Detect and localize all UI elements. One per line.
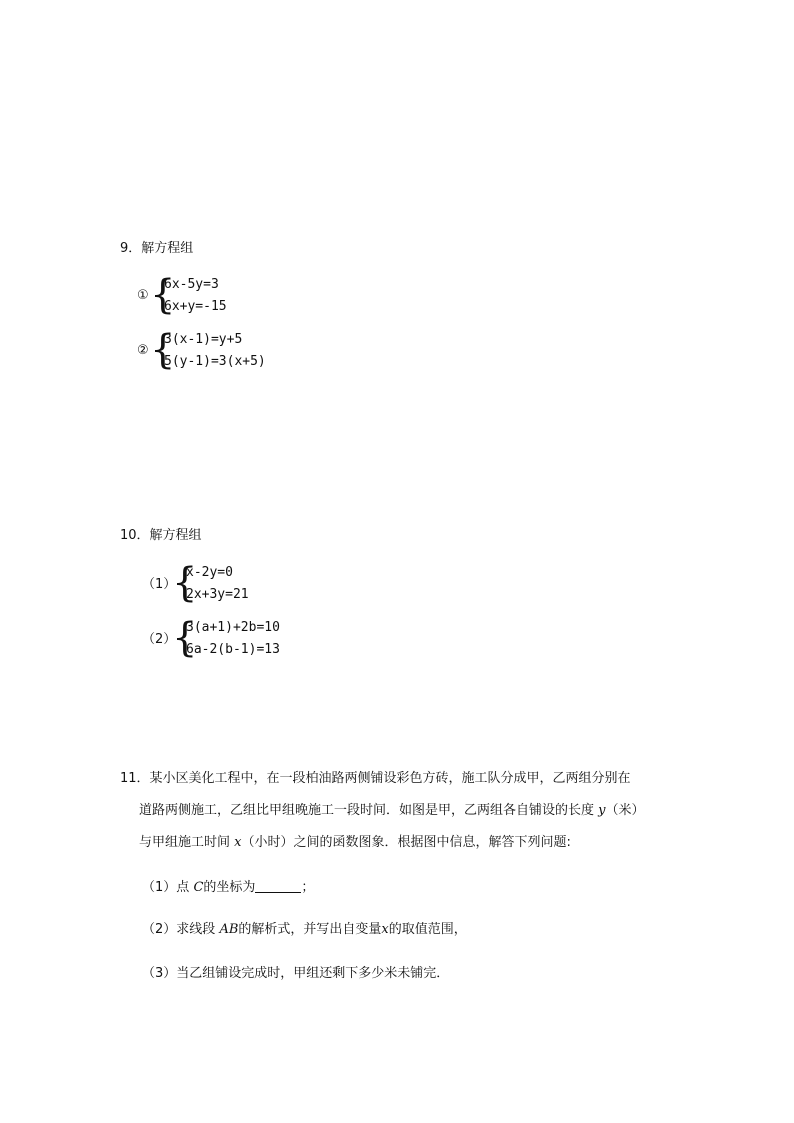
equation: 6x+y=-15 xyxy=(164,299,227,314)
equation-system xyxy=(186,617,280,661)
left-brace: { xyxy=(172,615,198,661)
sub-question-3 xyxy=(142,965,449,983)
question-number: 11． xyxy=(120,771,150,786)
equation: x-2y=0 xyxy=(186,565,233,580)
question-text: ； xyxy=(301,880,315,895)
left-brace: { xyxy=(172,560,198,606)
equation: 6x-5y=3 xyxy=(164,277,219,292)
equation: 2x+3y=21 xyxy=(186,587,249,602)
question-11-line-1 xyxy=(120,770,631,788)
sub-question-label: （1） xyxy=(142,880,177,895)
question-text: 与甲组施工时间 xyxy=(139,835,231,850)
sub-question-2 xyxy=(142,921,467,939)
question-title: 解方程组 xyxy=(149,528,202,543)
system-label: （1） xyxy=(142,577,177,592)
system-label: （2） xyxy=(142,632,177,647)
question-number: 9． xyxy=(120,241,142,256)
question-text: 点 xyxy=(176,880,190,895)
system-label: ② xyxy=(137,343,149,358)
variable: AB xyxy=(219,922,239,937)
variable: x xyxy=(234,835,242,850)
sub-question-label: （3） xyxy=(142,966,177,981)
question-text: （米） xyxy=(605,803,645,818)
equation: 3(a+1)+2b=10 xyxy=(186,620,280,635)
question-title: 解方程组 xyxy=(141,241,194,256)
question-text: 道路两侧施工，乙组比甲组晚施工一段时间．如图是甲，乙两组各自铺设的长度 xyxy=(139,803,595,818)
question-text: （小时）之间的函数图象．根据图中信息，解答下列问题: xyxy=(241,835,571,850)
sub-question-1 xyxy=(142,878,314,897)
variable: x xyxy=(381,922,389,937)
question-10-heading xyxy=(120,527,202,545)
answer-blank[interactable] xyxy=(255,878,301,893)
equation: 3(x-1)=y+5 xyxy=(164,332,243,347)
question-11-line-2 xyxy=(139,802,645,820)
equation-system xyxy=(164,274,227,318)
question-text: 的取值范围， xyxy=(388,922,467,937)
equation: 6a-2(b-1)=13 xyxy=(186,642,280,657)
left-brace: { xyxy=(150,272,176,318)
equation-system xyxy=(186,562,249,606)
variable: C xyxy=(193,880,204,895)
variable: y xyxy=(598,803,606,818)
system-label: ① xyxy=(137,288,149,303)
question-text: 的解析式，并写出自变量 xyxy=(238,922,382,937)
question-text: 某小区美化工程中，在一段柏油路两侧铺设彩色方砖，施工队分成甲，乙两组分别在 xyxy=(149,771,631,786)
question-text: 求线段 xyxy=(176,922,216,937)
equation: 5(y-1)=3(x+5) xyxy=(164,354,266,369)
question-text: 当乙组铺设完成时，甲组还剩下多少米未铺完． xyxy=(176,966,450,981)
question-number: 10． xyxy=(120,528,150,543)
sub-question-label: （2） xyxy=(142,922,177,937)
left-brace: { xyxy=(150,327,176,373)
question-text: 的坐标为 xyxy=(203,880,256,895)
question-9-heading xyxy=(120,240,193,258)
equation-system xyxy=(164,329,266,373)
question-11-line-3 xyxy=(139,834,571,852)
